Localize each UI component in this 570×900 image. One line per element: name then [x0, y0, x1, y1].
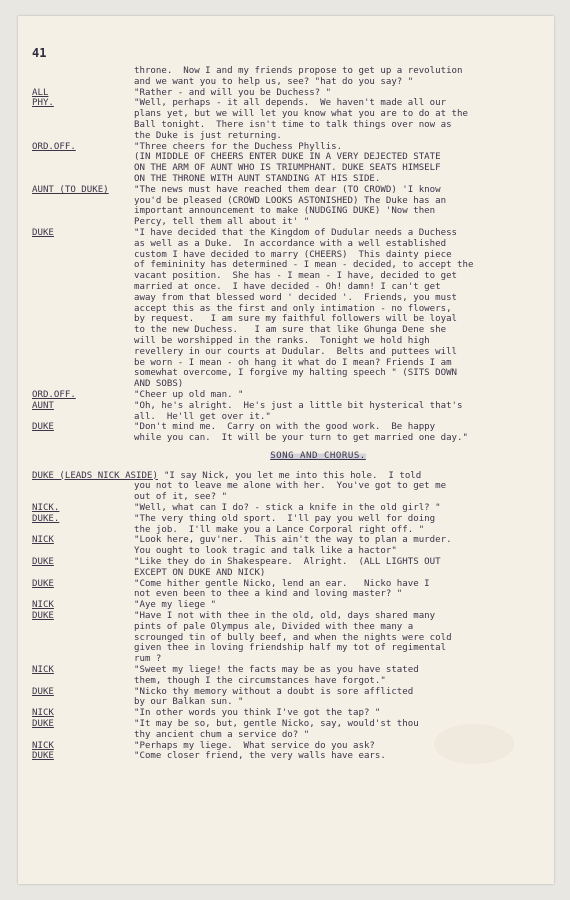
script-line	[32, 239, 544, 250]
script-line	[32, 379, 544, 390]
script-line	[32, 196, 544, 207]
script-line	[32, 66, 544, 77]
line-text: "Nicko thy memory without a doubt is sore afflicted	[134, 686, 414, 697]
paper-stain	[434, 724, 514, 764]
line-text: "Three cheers for the Duchess Phyllis.	[134, 141, 343, 152]
script-line	[32, 708, 544, 719]
line-text: you'd be pleased (CROWD LOOKS ASTONISHED) The Duke has an	[134, 195, 447, 206]
script-line	[32, 347, 544, 358]
script-line	[32, 185, 544, 196]
line-text: "In other words you think I've got the tap? "	[134, 708, 381, 719]
line-text: and we want you to help us, see? "hat do you say? "	[134, 76, 414, 87]
script-line	[32, 687, 544, 698]
line-text: out of it, see? "	[134, 492, 228, 503]
line-text: plans yet, but we will let you know what you are to do at the	[134, 109, 468, 120]
script-line	[32, 481, 544, 492]
script-line	[32, 654, 544, 665]
line-text: somewhat overcome, I forgive my halting speech " (SITS DOWN	[134, 368, 458, 379]
speaker-label: DUKE	[32, 611, 54, 622]
line-text: given thee in loving friendship half my tot of regimental	[134, 643, 447, 654]
line-text: "Perhaps my liege. What service do you ask?	[134, 740, 375, 751]
line-text: all. He'll get over it."	[134, 411, 271, 422]
line-text: "Don't mind me. Carry on with the good work. Be happy	[134, 422, 436, 433]
script-line	[32, 579, 544, 590]
script-line	[32, 557, 544, 568]
speaker-label: DUKE	[32, 227, 54, 238]
script-line	[32, 163, 544, 174]
speaker-label: NICK	[32, 535, 54, 546]
line-text: "Like they do in Shakespeare. Alright. (ALL LIGHTS OUT	[134, 557, 441, 568]
script-line	[32, 271, 544, 282]
script-line	[32, 546, 544, 557]
line-text: "It may be so, but, gentle Nicko, say, would'st thou	[134, 719, 419, 730]
line-text: while you can. It will be your turn to get married one day."	[134, 433, 468, 444]
speaker-label: ORD.OFF.	[32, 141, 76, 152]
script-body	[32, 66, 544, 762]
line-text: you not to leave me alone with her. You've got to get me	[134, 481, 447, 492]
line-text: rum ?	[134, 654, 162, 665]
line-text: Ball tonight. There isn't time to talk things over now as	[134, 119, 452, 130]
speaker-label: DUKE	[32, 686, 54, 697]
script-line	[32, 152, 544, 163]
line-text: by request. I am sure my faithful followers will be loyal	[134, 314, 458, 325]
speaker-label: PHY.	[32, 98, 54, 109]
speaker-label: DUKE	[32, 422, 54, 433]
script-line	[32, 492, 544, 503]
speaker-label: DUKE.	[32, 513, 60, 524]
speaker-label: ORD.OFF.	[32, 389, 76, 400]
speaker-label: DUKE (LEADS NICK ASIDE)	[32, 470, 158, 481]
script-line	[32, 304, 544, 315]
line-text: "Oh, he's alright. He's just a little bit hysterical that's	[134, 400, 463, 411]
line-text: married at once. I have decided - Oh! damn! I can't get	[134, 281, 441, 292]
script-line	[32, 314, 544, 325]
script-line	[32, 390, 544, 401]
speaker-label: DUKE	[32, 719, 54, 730]
script-line	[32, 120, 544, 131]
script-line	[32, 503, 544, 514]
line-text: "Well, perhaps - it all depends. We haven't made all our	[134, 98, 447, 109]
line-text: (IN MIDDLE OF CHEERS ENTER DUKE IN A VERY DEJECTED STATE	[134, 152, 441, 163]
line-text: "Aye my liege "	[134, 600, 217, 611]
speaker-label: NICK.	[32, 503, 60, 514]
line-text: will be worshipped in the ranks. Tonight we hold high	[134, 335, 430, 346]
script-line	[32, 293, 544, 304]
script-line	[32, 697, 544, 708]
line-text: of femininity has determined - I mean - decided, to accept the	[134, 260, 474, 271]
song-heading	[32, 451, 544, 462]
line-text: pints of pale Olympus ale, Divided with thee many a	[134, 621, 414, 632]
script-line	[32, 665, 544, 676]
script-line	[32, 228, 544, 239]
line-text: throne. Now I and my friends propose to get up a revolution	[134, 66, 463, 76]
script-line	[32, 77, 544, 88]
line-text: thy ancient chum a service do? "	[134, 729, 310, 740]
speaker-label: NICK	[32, 665, 54, 676]
script-line	[32, 600, 544, 611]
line-text: "I say Nick, you let me into this hole. I told	[163, 470, 422, 481]
line-text: You ought to look tragic and talk like a hactor"	[134, 546, 397, 557]
line-text: "The very thing old sport. I'll pay you well for doing	[134, 513, 436, 524]
line-text: "Cheer up old man. "	[134, 389, 244, 400]
line-text: "The news must have reached them dear (TO CROWD) 'I know	[134, 184, 441, 195]
speaker-label: ALL	[32, 87, 49, 98]
script-line	[32, 88, 544, 99]
line-text: the Duke is just returning.	[134, 130, 282, 141]
script-line	[32, 142, 544, 153]
speaker-label: DUKE	[32, 557, 54, 568]
script-line	[32, 131, 544, 142]
line-text: EXCEPT ON DUKE AND NICK)	[134, 567, 266, 578]
script-line	[32, 622, 544, 633]
page-number: 41	[32, 46, 47, 60]
script-line	[32, 336, 544, 347]
line-text: Percy, tell them all about it' "	[134, 217, 310, 228]
line-text: "Well, what can I do? - stick a knife in the old girl? "	[134, 503, 441, 514]
script-line	[32, 206, 544, 217]
line-text: be worn - I mean - oh hang it what do I mean? Friends I am	[134, 357, 452, 368]
speaker-label: DUKE	[32, 751, 54, 762]
line-text: AND SOBS)	[134, 379, 184, 390]
song-heading-text: SONG AND CHORUS.	[270, 450, 366, 461]
script-line	[32, 525, 544, 536]
line-text: custom I have decided to marry (CHEERS) This dainty piece	[134, 249, 452, 260]
script-line	[32, 535, 544, 546]
line-text: "Rather - and will you be Duchess? "	[134, 87, 332, 98]
speaker-label: NICK	[32, 600, 54, 611]
script-line	[32, 589, 544, 600]
script-line	[32, 401, 544, 412]
line-text: "Come closer friend, the very walls have ears.	[134, 751, 386, 762]
script-line	[32, 325, 544, 336]
script-line	[32, 422, 544, 433]
line-text: ON THE ARM OF AUNT WHO IS TRIUMPHANT. DUKE SEATS HIMSELF	[134, 163, 441, 174]
line-text: "Sweet my liege! the facts may be as you have stated	[134, 665, 419, 676]
line-text: important announcement to make (NUDGING DUKE) 'Now then	[134, 206, 436, 217]
script-line	[32, 217, 544, 228]
script-line	[32, 676, 544, 687]
script-line	[32, 412, 544, 423]
script-line	[32, 174, 544, 185]
line-text: not even been to thee a kind and loving master? "	[134, 589, 403, 600]
line-text: accept this as the first and only intimation - no flowers,	[134, 303, 452, 314]
script-line	[32, 109, 544, 120]
line-text: away from that blessed word ' decided '. Friends, you must	[134, 292, 458, 303]
script-line	[32, 643, 544, 654]
script-line	[32, 514, 544, 525]
script-page	[18, 16, 554, 884]
script-line	[32, 568, 544, 579]
dialogue-block-1	[32, 66, 544, 444]
line-text: revellery in our courts at Dudular. Belts and puttees will	[134, 346, 458, 357]
line-text: "Look here, guv'ner. This ain't the way to plan a murder.	[134, 535, 452, 546]
line-text: scrounged tin of bully beef, and when the nights were cold	[134, 632, 452, 643]
script-line	[32, 368, 544, 379]
line-text: by our Balkan sun. "	[134, 697, 244, 708]
script-line	[32, 471, 544, 482]
line-text: "Come hither gentle Nicko, lend an ear. Nicko have I	[134, 578, 430, 589]
line-text: ON THE THRONE WITH AUNT STANDING AT HIS SIDE.	[134, 173, 381, 184]
script-line	[32, 282, 544, 293]
speaker-label: NICK	[32, 740, 54, 751]
script-line	[32, 633, 544, 644]
line-text: to the new Duchess. I am sure that like Ghunga Dene she	[134, 325, 447, 336]
speaker-label: AUNT (TO DUKE)	[32, 184, 109, 195]
line-text: "I have decided that the Kingdom of Dudular needs a Duchess	[134, 227, 458, 238]
script-line	[32, 433, 544, 444]
line-text: the job. I'll make you a Lance Corporal right off. "	[134, 524, 425, 535]
speaker-label: NICK	[32, 708, 54, 719]
script-line	[32, 611, 544, 622]
script-line	[32, 98, 544, 109]
speaker-label: DUKE	[32, 578, 54, 589]
speaker-label: AUNT	[32, 400, 54, 411]
script-line	[32, 250, 544, 261]
line-text: them, though I the circumstances have forgot."	[134, 675, 386, 686]
dialogue-block-2	[32, 471, 544, 763]
line-text: as well as a Duke. In accordance with a well established	[134, 238, 447, 249]
line-text: "Have I not with thee in the old, old, days shared many	[134, 611, 436, 622]
script-line	[32, 358, 544, 369]
script-line	[32, 260, 544, 271]
line-text: vacant position. She has - I mean - I have, decided to get	[134, 271, 458, 282]
